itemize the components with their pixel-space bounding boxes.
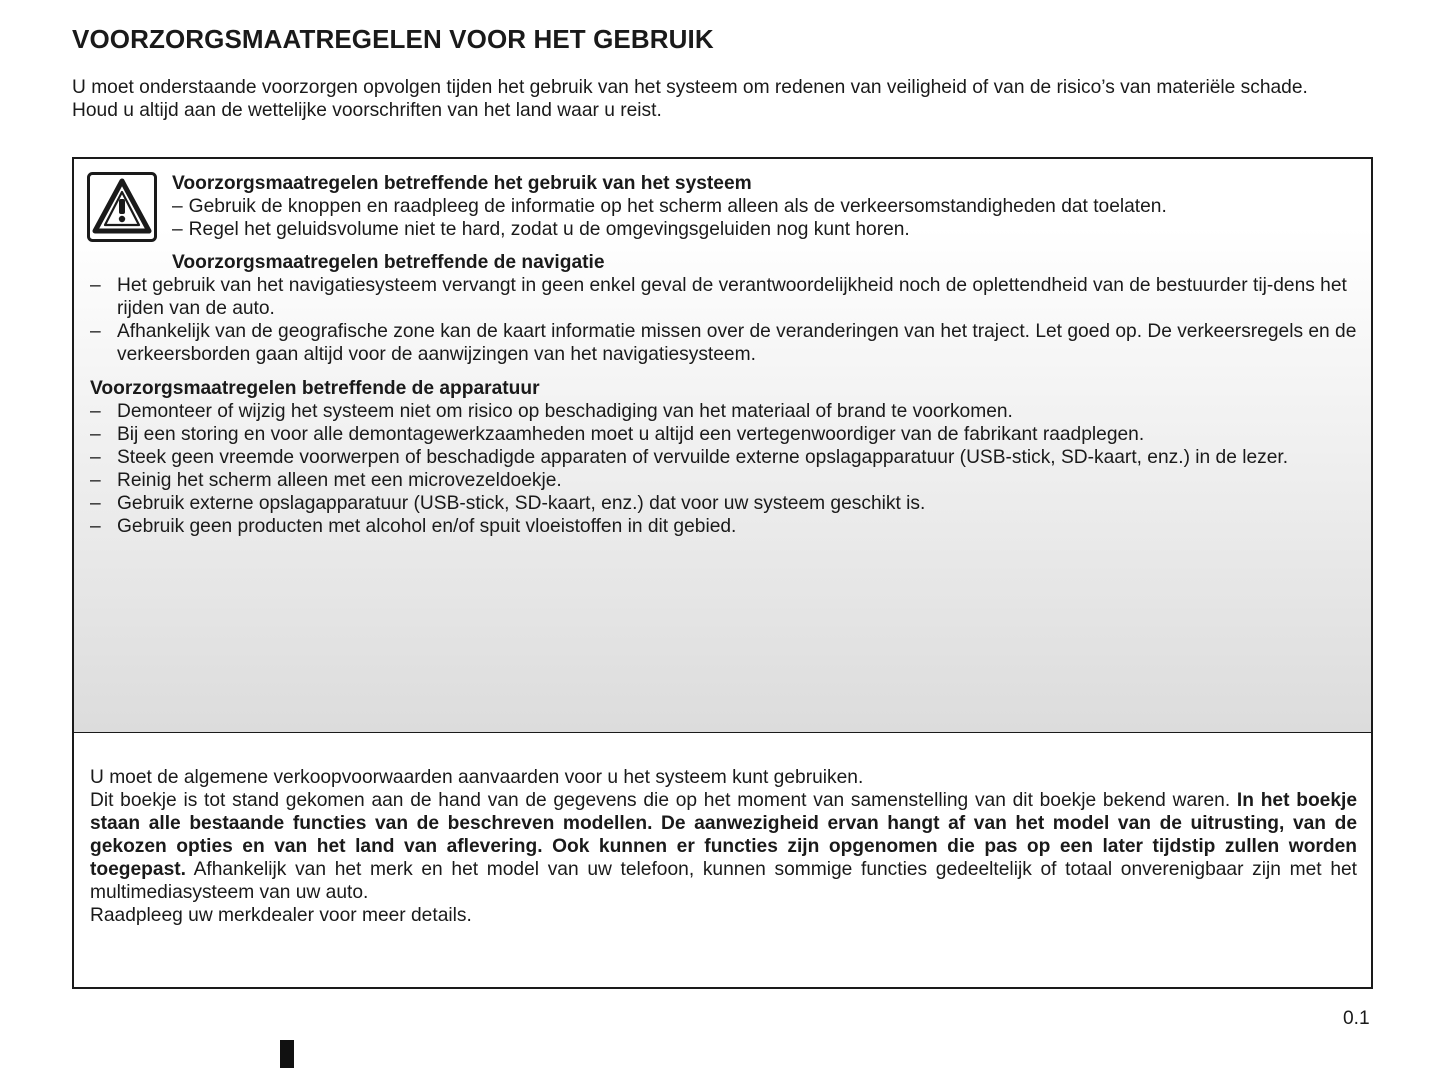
print-marker — [280, 1040, 294, 1068]
list-item-text: Gebruik externe opslagapparatuur (USB-stick, SD-kaart, enz.) dat voor uw systeem geschikt is. — [117, 493, 926, 514]
list-item — [90, 400, 1360, 423]
navigation-heading-block — [172, 251, 605, 274]
list-item-text: Regel het geluidsvolume niet te hard, zodat u de omgevingsgeluiden nog kunt horen. — [188, 219, 910, 240]
list-dash: – — [90, 321, 101, 342]
info-text-bold: In het boekje staan alle bestaande functies van de beschreven modellen. De aanwezigheid ervan hangt af van het model van de uitrusting, van de gekozen opties en van het land van aflevering. Ook kunnen er functies zijn opgenomen die pas op een later tijdstip zullen worden toegepast. — [90, 790, 1358, 880]
warning-triangle-icon — [87, 172, 157, 242]
list-item-text: Demonteer of wijzig het systeem niet om risico op beschadiging van het materiaal of brand te voorkomen. — [117, 401, 1013, 422]
list-dash: – — [90, 447, 101, 468]
info-paragraph — [90, 789, 1357, 904]
list-dash: – — [90, 470, 101, 491]
list-dash: – — [90, 424, 101, 445]
intro-line: U moet onderstaande voorzorgen opvolgen tijden het gebruik van het systeem om redenen van veiligheid of van de risico’s van materiële schade. — [72, 77, 1308, 98]
info-text-normal: Dit boekje is tot stand gekomen aan de hand van de gegevens die op het moment van samenstelling van dit boekje bekend waren. — [90, 790, 1237, 811]
list-item — [172, 218, 1167, 241]
list-item — [90, 515, 1360, 538]
info-text — [90, 766, 1357, 927]
page-number: 0.1 — [1343, 1008, 1370, 1029]
list-dash: – — [90, 401, 101, 422]
list-dash: – — [90, 516, 101, 537]
section-heading: Voorzorgsmaatregelen betreffende de apparatuur — [90, 378, 540, 399]
info-text-tail: Afhankelijk van het merk en het model van uw telefoon, kunnen sommige functies gedeeltelijk of totaal onverenigbaar zijn met het multimediasysteem van uw auto. — [90, 859, 1357, 903]
system-precautions — [172, 172, 1167, 241]
list-item-text: Gebruik geen producten met alcohol en/of spuit vloeistoffen in dit gebied. — [117, 516, 737, 537]
list-dash: – — [172, 196, 183, 217]
warning-box — [72, 157, 1373, 734]
section-heading: Voorzorgsmaatregelen betreffende de navigatie — [172, 252, 605, 273]
list-dash: – — [90, 493, 101, 514]
info-box — [72, 732, 1373, 989]
list-item-text: Steek geen vreemde voorwerpen of beschadigde apparaten of vervuilde externe opslagapparatuur (USB-stick, SD-kaart, enz.) in de lezer. — [117, 447, 1289, 468]
list-dash: – — [90, 275, 101, 296]
list-item — [90, 492, 1360, 515]
list-item-text: Reinig het scherm alleen met een microvezeldoekje. — [117, 470, 562, 491]
intro-text — [72, 76, 1382, 122]
list-item-text: Bij een storing en voor alle demontagewerkzaamheden moet u altijd een vertegenwoordiger van de fabrikant raadplegen. — [117, 424, 1145, 445]
list-item — [90, 274, 1360, 320]
info-paragraph: U moet de algemene verkoopvoorwaarden aanvaarden voor u het systeem kunt gebruiken. — [90, 767, 864, 788]
list-item — [90, 469, 1360, 492]
list-item-text: Het gebruik van het navigatiesysteem vervangt in geen enkel geval de verantwoordelijkheid noch de oplettendheid van de bestuurder tij-dens het rijden van de auto. — [117, 275, 1347, 319]
list-item-text: Gebruik de knoppen en raadpleeg de informatie op het scherm alleen als de verkeersomstandigheden dat toelaten. — [188, 196, 1167, 217]
list-item — [90, 423, 1360, 446]
info-paragraph: Raadpleeg uw merkdealer voor meer details. — [90, 905, 472, 926]
list-dash: – — [172, 219, 183, 240]
section-heading: Voorzorgsmaatregelen betreffende het gebruik van het systeem — [172, 173, 752, 194]
navigation-precautions — [90, 274, 1360, 366]
list-item — [90, 446, 1360, 469]
intro-line: Houd u altijd aan de wettelijke voorschriften van het land waar u reist. — [72, 100, 662, 121]
list-item-text: Afhankelijk van de geografische zone kan de kaart informatie missen over de veranderingen van het traject. Let goed op. De verkeersregels en de verkeersborden gaan altijd voor de aanwijzingen van het navigatiesysteem. — [117, 321, 1357, 365]
apparatus-precautions — [90, 377, 1360, 538]
list-item — [90, 320, 1360, 366]
list-item — [172, 195, 1167, 218]
page-title: VOORZORGSMAATREGELEN VOOR HET GEBRUIK — [72, 24, 714, 54]
